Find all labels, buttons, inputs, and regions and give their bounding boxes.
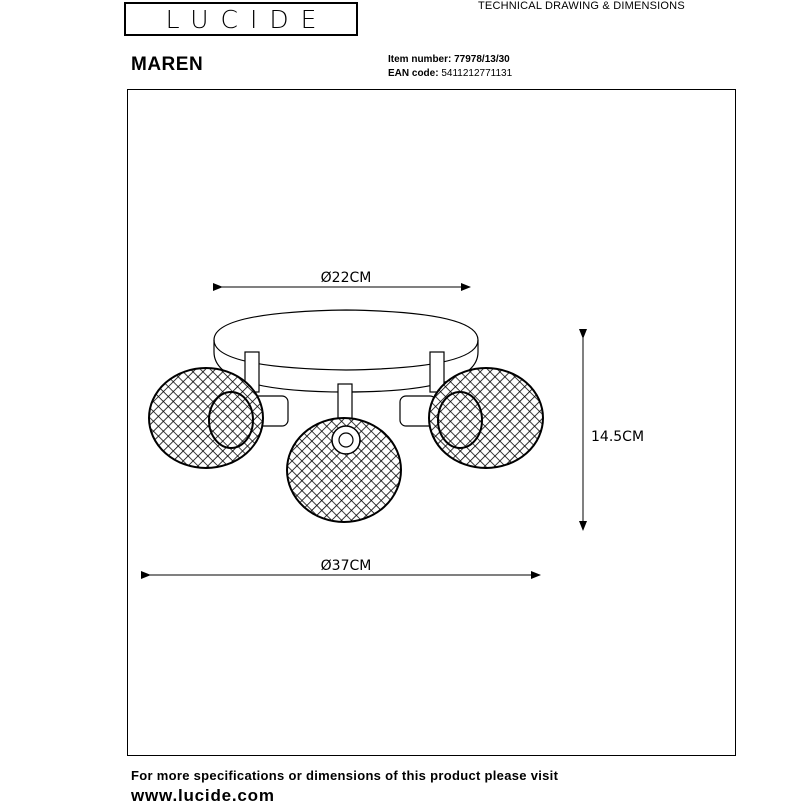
product-name: MAREN xyxy=(131,54,204,75)
center-spot-shade xyxy=(287,418,401,522)
item-number-label: Item number: xyxy=(388,54,452,65)
bottom-diameter-dimension xyxy=(150,558,540,575)
bottom-diameter-label: Ø37CM xyxy=(320,558,372,574)
ean-code-value: 5411212771131 xyxy=(441,68,513,79)
top-diameter-dimension xyxy=(222,270,470,287)
footer-url-link[interactable]: www.lucide.com xyxy=(131,786,275,805)
height-dimension xyxy=(583,338,644,530)
right-spot-shade xyxy=(429,368,543,468)
item-number-value: 77978/13/30 xyxy=(454,54,510,65)
ean-code-label: EAN code: xyxy=(388,68,439,79)
height-label: 14.5CM xyxy=(591,429,645,445)
logo-text: LUCIDE xyxy=(165,5,329,34)
document-title: TECHNICAL DRAWING & DIMENSIONS xyxy=(478,0,685,12)
left-spot-shade xyxy=(149,368,263,468)
top-diameter-label: Ø22CM xyxy=(320,270,372,286)
footer-info-text: For more specifications or dimensions of this product please visit xyxy=(131,768,559,783)
